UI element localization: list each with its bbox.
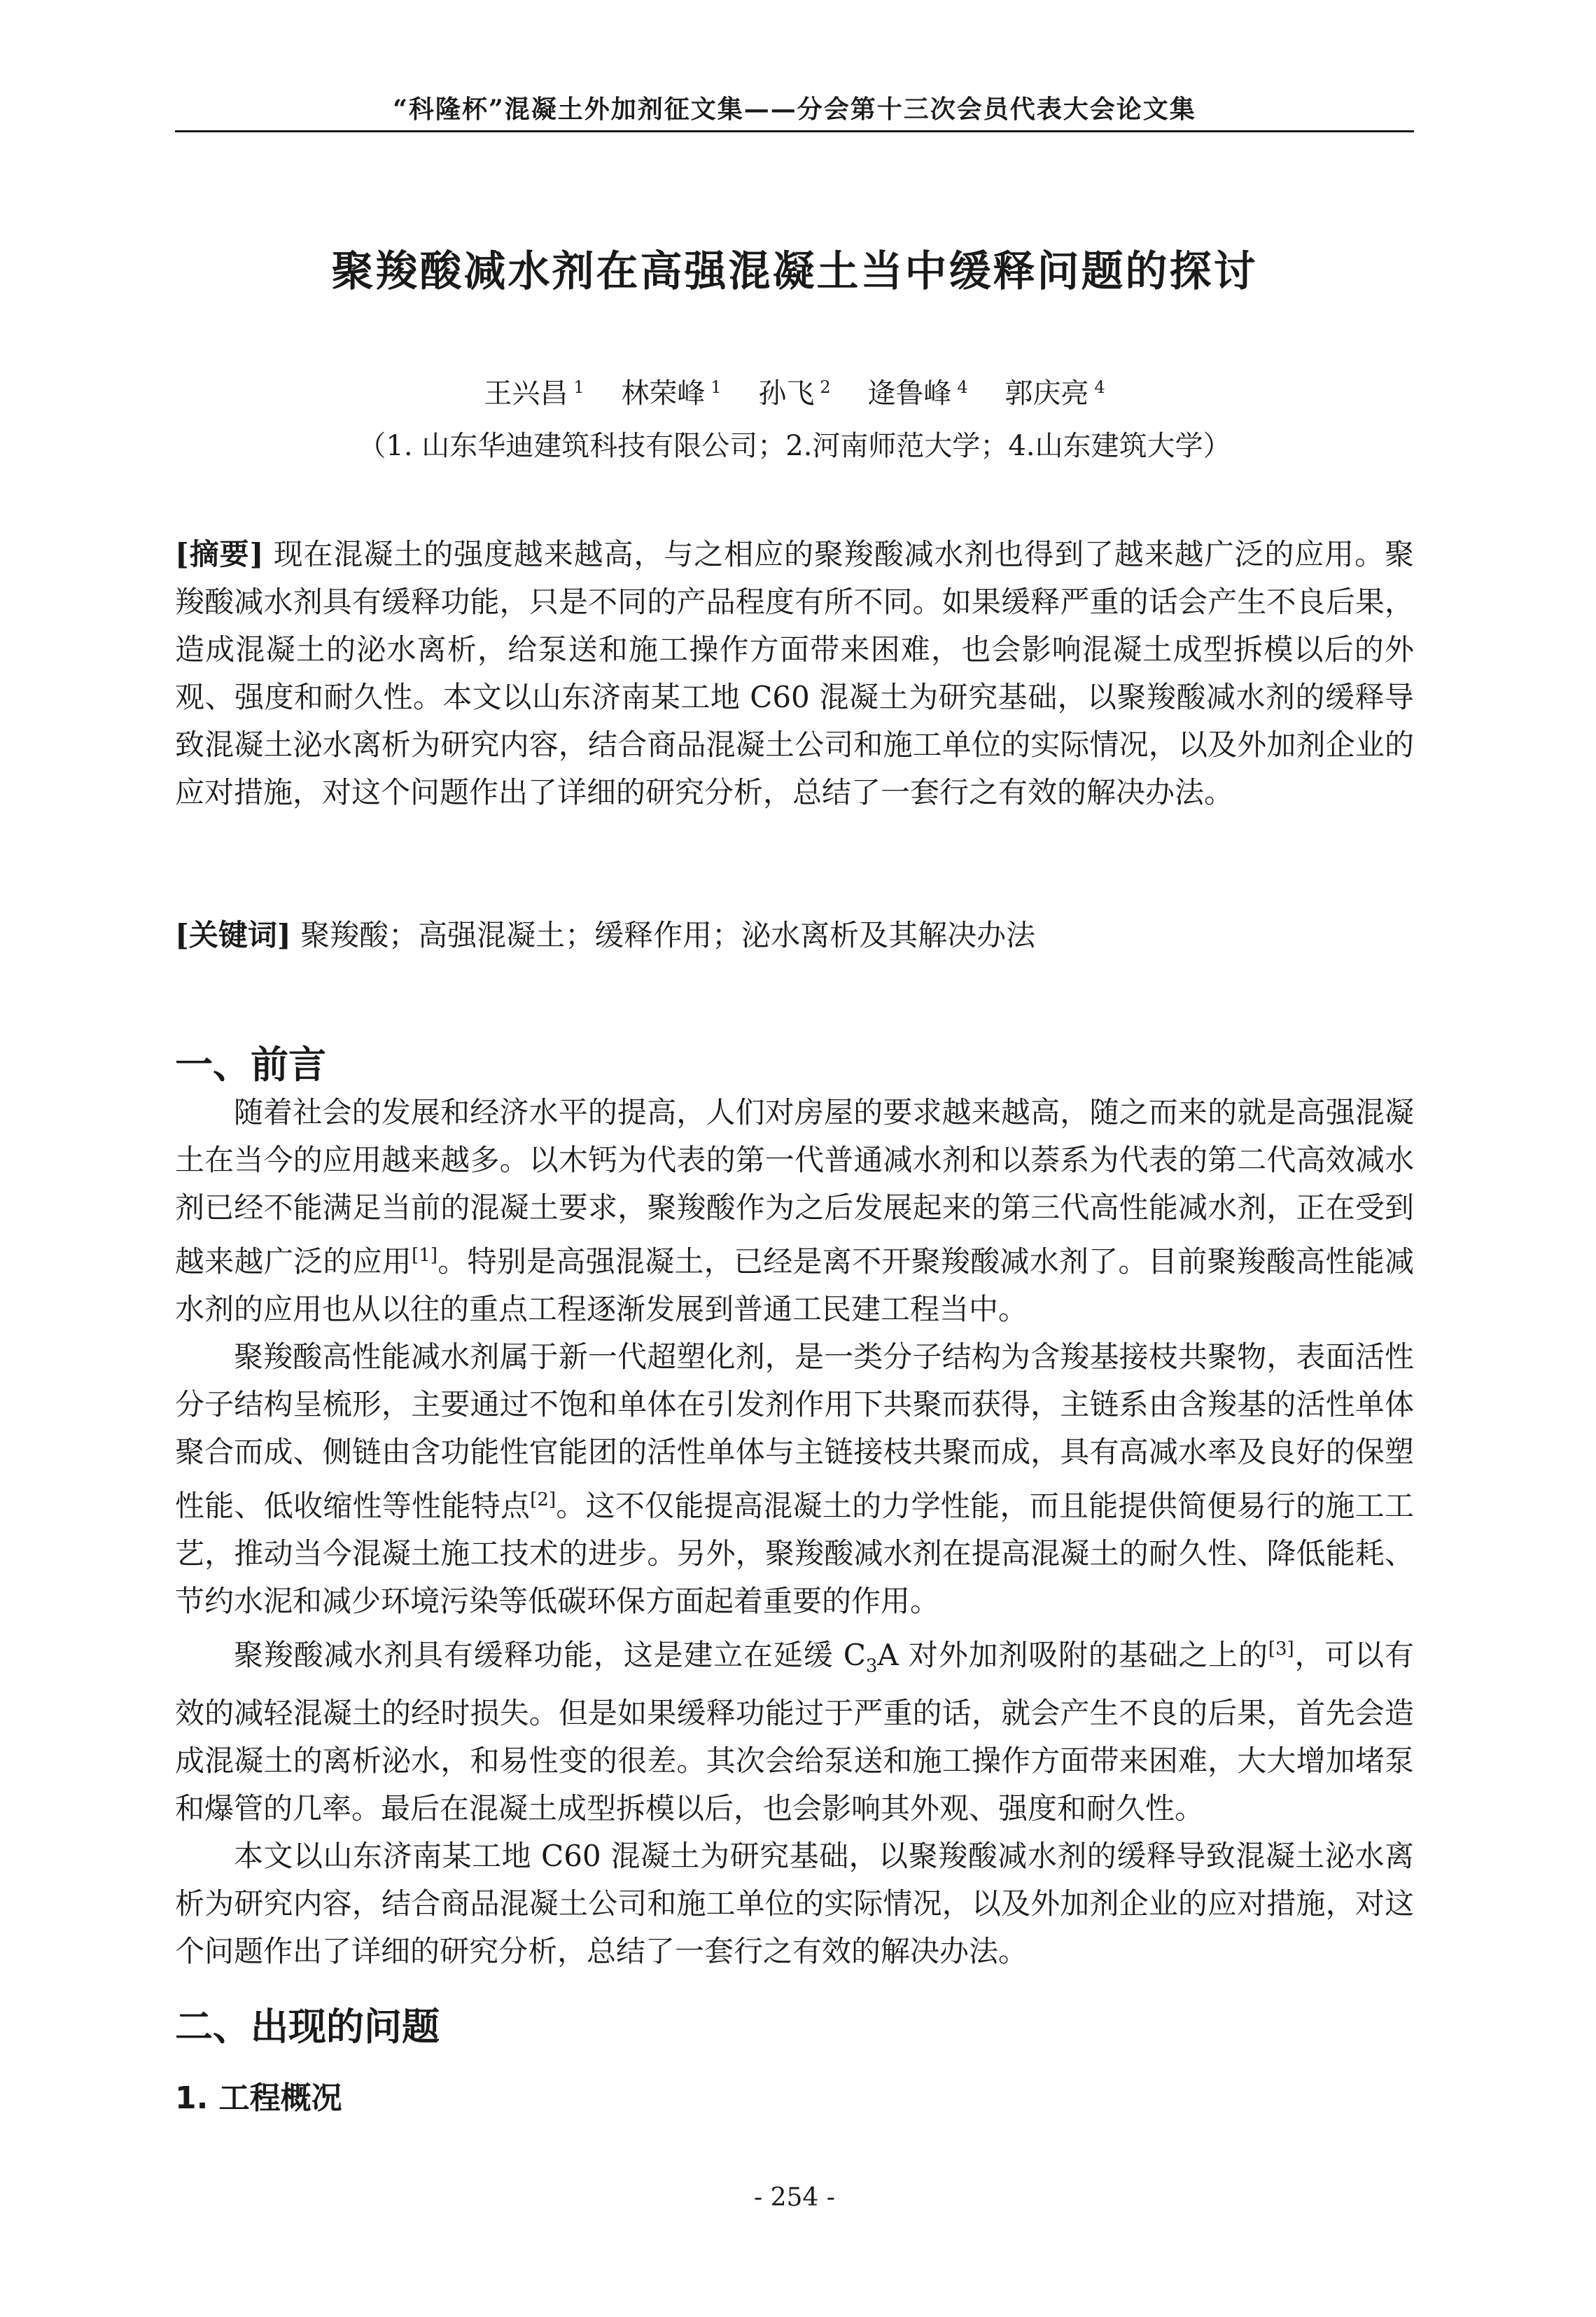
section-1-body: [175, 1089, 1414, 1975]
author-2: 林荣峰 $^1$: [621, 377, 722, 410]
keywords: [175, 912, 1414, 959]
author-4: 逄鲁峰 $^4$: [867, 377, 968, 410]
paper-title: 聚羧酸减水剂在高强混凝土当中缓释问题的探讨: [331, 247, 1258, 296]
section-heading-1: 一、前言: [175, 1043, 326, 1087]
paragraph: 本文以山东济南某工地 C60 混凝土为研究基础，以聚羧酸减水剂的缓释导致混凝土泌水离析为研究内容，结合商品混凝土公司和施工单位的实际情况，以及外加剂企业的应对措施，对这个问题作出了详细的研究分析，总结了一套行之有效的解决办法。: [175, 1839, 1414, 1969]
author-list: [175, 371, 1414, 411]
header-rule: [175, 130, 1414, 132]
section-heading-2: 二、出现的问题: [175, 2005, 440, 2049]
abstract-label: [摘要]: [175, 537, 264, 571]
keywords-text: 聚羧酸；高强混凝土；缓释作用；泌水离析及其解决办法: [300, 918, 1036, 952]
page-number: - 254 -: [754, 2183, 835, 2212]
keywords-label: [关键词]: [175, 918, 291, 952]
paragraph: 聚羧酸减水剂具有缓释功能，这是建立在延缓 $C_3A$ 对外加剂吸附的基础之上的[3]，可以有效的减轻混凝土的经时损失。但是如果缓释功能过于严重的话，就会产生不良的后果，首先会造成混凝土的离析泌水，和易性变的很差。其次会给泵送和施工操作方面带来困难，大大增加堵泵和爆管的几率。最后在混凝土成型拆模以后，也会影响其外观、强度和耐久性。: [175, 1638, 1414, 1826]
paragraph: 聚羧酸高性能减水剂属于新一代超塑化剂，是一类分子结构为含羧基接枝共聚物，表面活性分子结构呈梳形，主要通过不饱和单体在引发剂作用下共聚而获得，主链系由含羧基的活性单体聚合而成、侧链由含功能性官能团的活性单体与主链接枝共聚而成，具有高减水率及良好的保塑性能、低收缩性等性能特点[2]。这不仅能提高混凝土的力学性能，而且能提供简便易行的施工工艺，推动当今混凝土施工技术的进步。另外，聚羧酸减水剂在提高混凝土的耐久性、降低能耗、节约水泥和减少环境污染等低碳环保方面起着重要的作用。: [175, 1340, 1414, 1618]
abstract-text: 现在混凝土的强度越来越高，与之相应的聚羧酸减水剂也得到了越来越广泛的应用。聚羧酸减水剂具有缓释功能，只是不同的产品程度有所不同。如果缓释严重的话会产生不良后果，造成混凝土的泌水离析，给泵送和施工操作方面带来困难，也会影响混凝土成型拆模以后的外观、强度和耐久性。本文以山东济南某工地 C60 混凝土为研究基础，以聚羧酸减水剂的缓释导致混凝土泌水离析为研究内容，结合商品混凝土公司和施工单位的实际情况，以及外加剂企业的应对措施，对这个问题作出了详细的研究分析，总结了一套行之有效的解决办法。: [175, 537, 1414, 809]
subsection-heading-2-1: 1. 工程概况: [175, 2080, 342, 2116]
author-1: 王兴昌 $^1$: [484, 377, 584, 410]
affiliation: （1. 山东华迪建筑科技有限公司；2.河南师范大学；4.山东建筑大学）: [358, 430, 1231, 462]
author-5: 郭庆亮 $^4$: [1004, 377, 1105, 410]
author-3: 孙飞 $^2$: [758, 377, 831, 410]
running-header: “科隆杯”混凝土外加剂征文集——分会第十三次会员代表大会论文集: [393, 95, 1196, 124]
abstract: [175, 531, 1414, 816]
paragraph: 随着社会的发展和经济水平的提高，人们对房屋的要求越来越高，随之而来的就是高强混凝土在当今的应用越来越多。以木钙为代表的第一代普通减水剂和以萘系为代表的第二代高效减水剂已经不能满足当前的混凝土要求，聚羧酸作为之后发展起来的第三代高性能减水剂，正在受到越来越广泛的应用[1]。特别是高强混凝土，已经是离不开聚羧酸减水剂了。目前聚羧酸高性能减水剂的应用也从以往的重点工程逐渐发展到普通工民建工程当中。: [175, 1095, 1414, 1326]
